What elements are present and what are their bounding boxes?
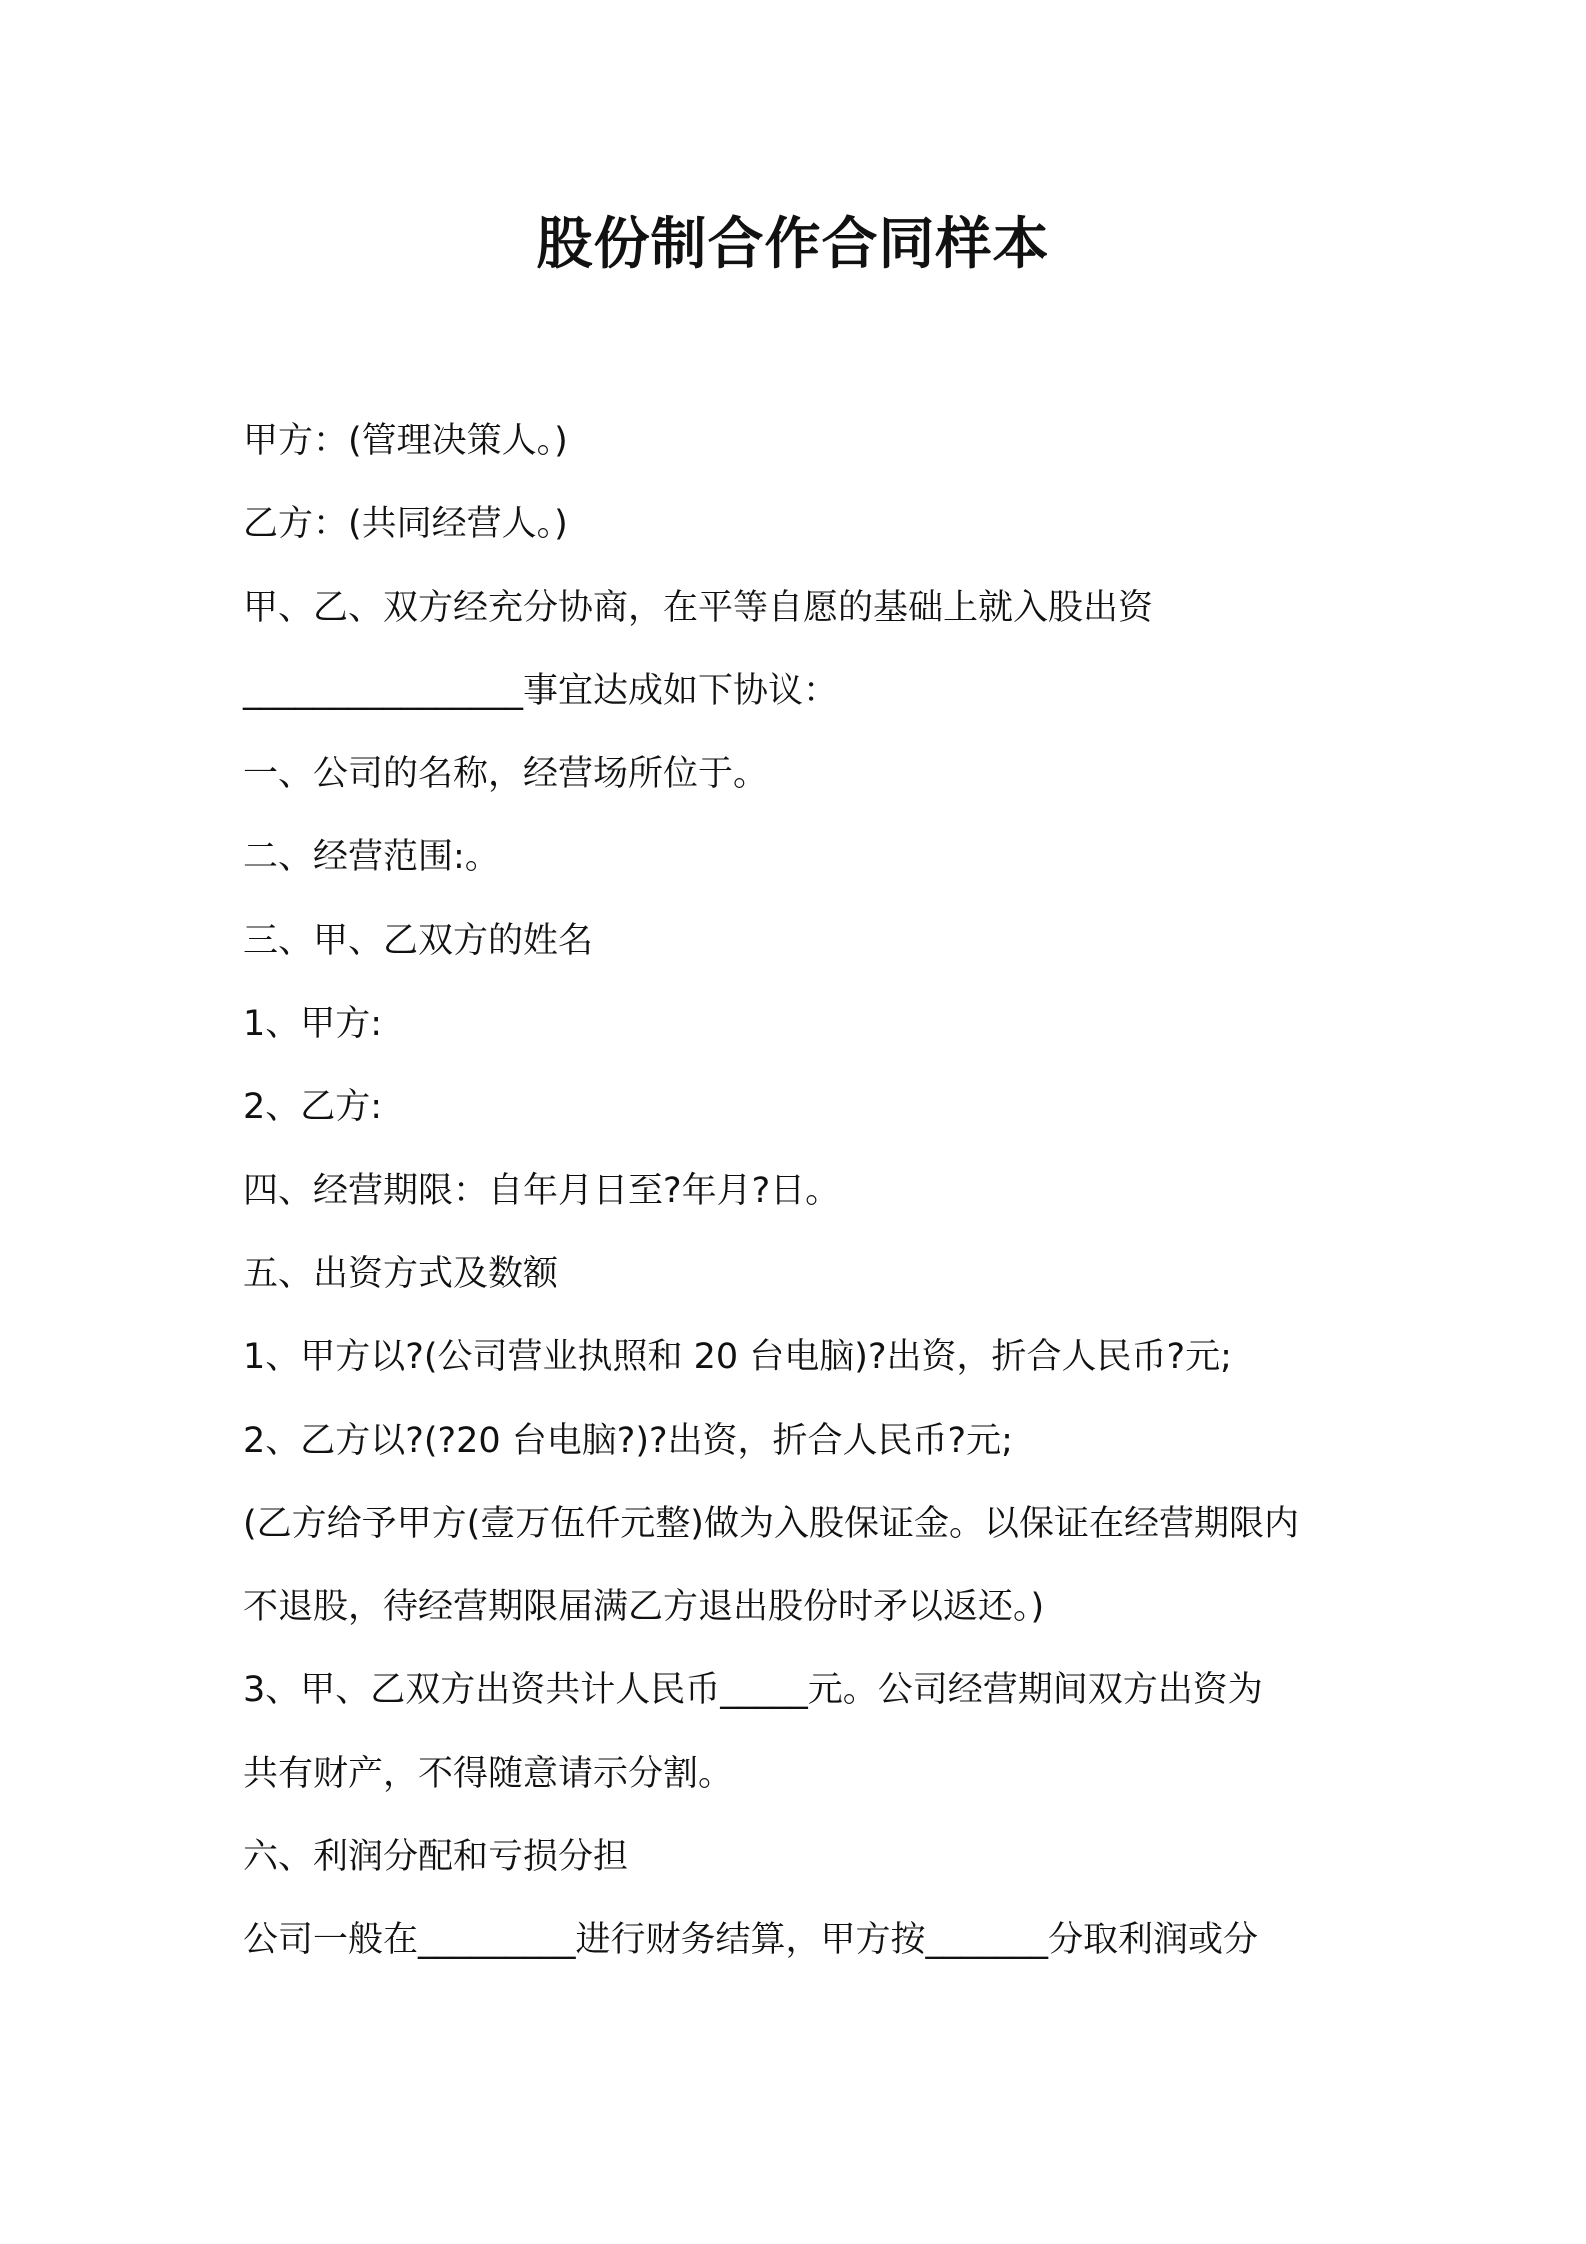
- clause-business-scope: 二、经营范围:。: [243, 837, 500, 878]
- clause-company-name: 一、公司的名称，经营场所位于。: [243, 754, 769, 795]
- clause-party-names: 三、甲、乙双方的姓名: [243, 920, 594, 961]
- document-title: 股份制合作合同样本: [536, 212, 1050, 277]
- contribution-party-b: 2、乙方以?(?20 台电脑?)?出资，折合人民币?元;: [243, 1420, 1013, 1461]
- contribution-party-a: 1、甲方以?(公司营业执照和 20 台电脑)?出资，折合人民币?元;: [243, 1337, 1232, 1378]
- party-b-name-line: 2、乙方:: [243, 1087, 383, 1128]
- deposit-note-line: (乙方给予甲方(壹万伍仟元整)做为入股保证金。以保证在经营期限内: [243, 1503, 1299, 1544]
- party-b-line: 乙方：(共同经营人。): [243, 504, 568, 545]
- document-body: [243, 400, 1363, 1983]
- clause-contribution: 五、出资方式及数额: [243, 1253, 559, 1294]
- party-a-name-line: 1、甲方:: [243, 1004, 383, 1045]
- deposit-note-line: 不退股，待经营期限届满乙方退出股份时矛以返还。): [243, 1587, 1045, 1628]
- contribution-total-line: 3、甲、乙双方出资共计人民币_____元。公司经营期间双方出资为: [243, 1670, 1263, 1711]
- clause-profit-loss: 六、利润分配和亏损分担: [243, 1837, 629, 1878]
- contribution-total-line: 共有财产，不得随意请示分割。: [243, 1753, 734, 1794]
- preamble-line: ________________事宜达成如下协议：: [243, 670, 839, 711]
- preamble-line: 甲、乙、双方经充分协商，在平等自愿的基础上就入股出资: [243, 587, 1154, 628]
- profit-settlement-line: 公司一般在_________进行财务结算，甲方按_______分取利润或分: [243, 1920, 1259, 1961]
- clause-term: 四、经营期限：自年月日至?年月?日。: [243, 1170, 841, 1211]
- party-a-line: 甲方：(管理决策人。): [243, 421, 568, 461]
